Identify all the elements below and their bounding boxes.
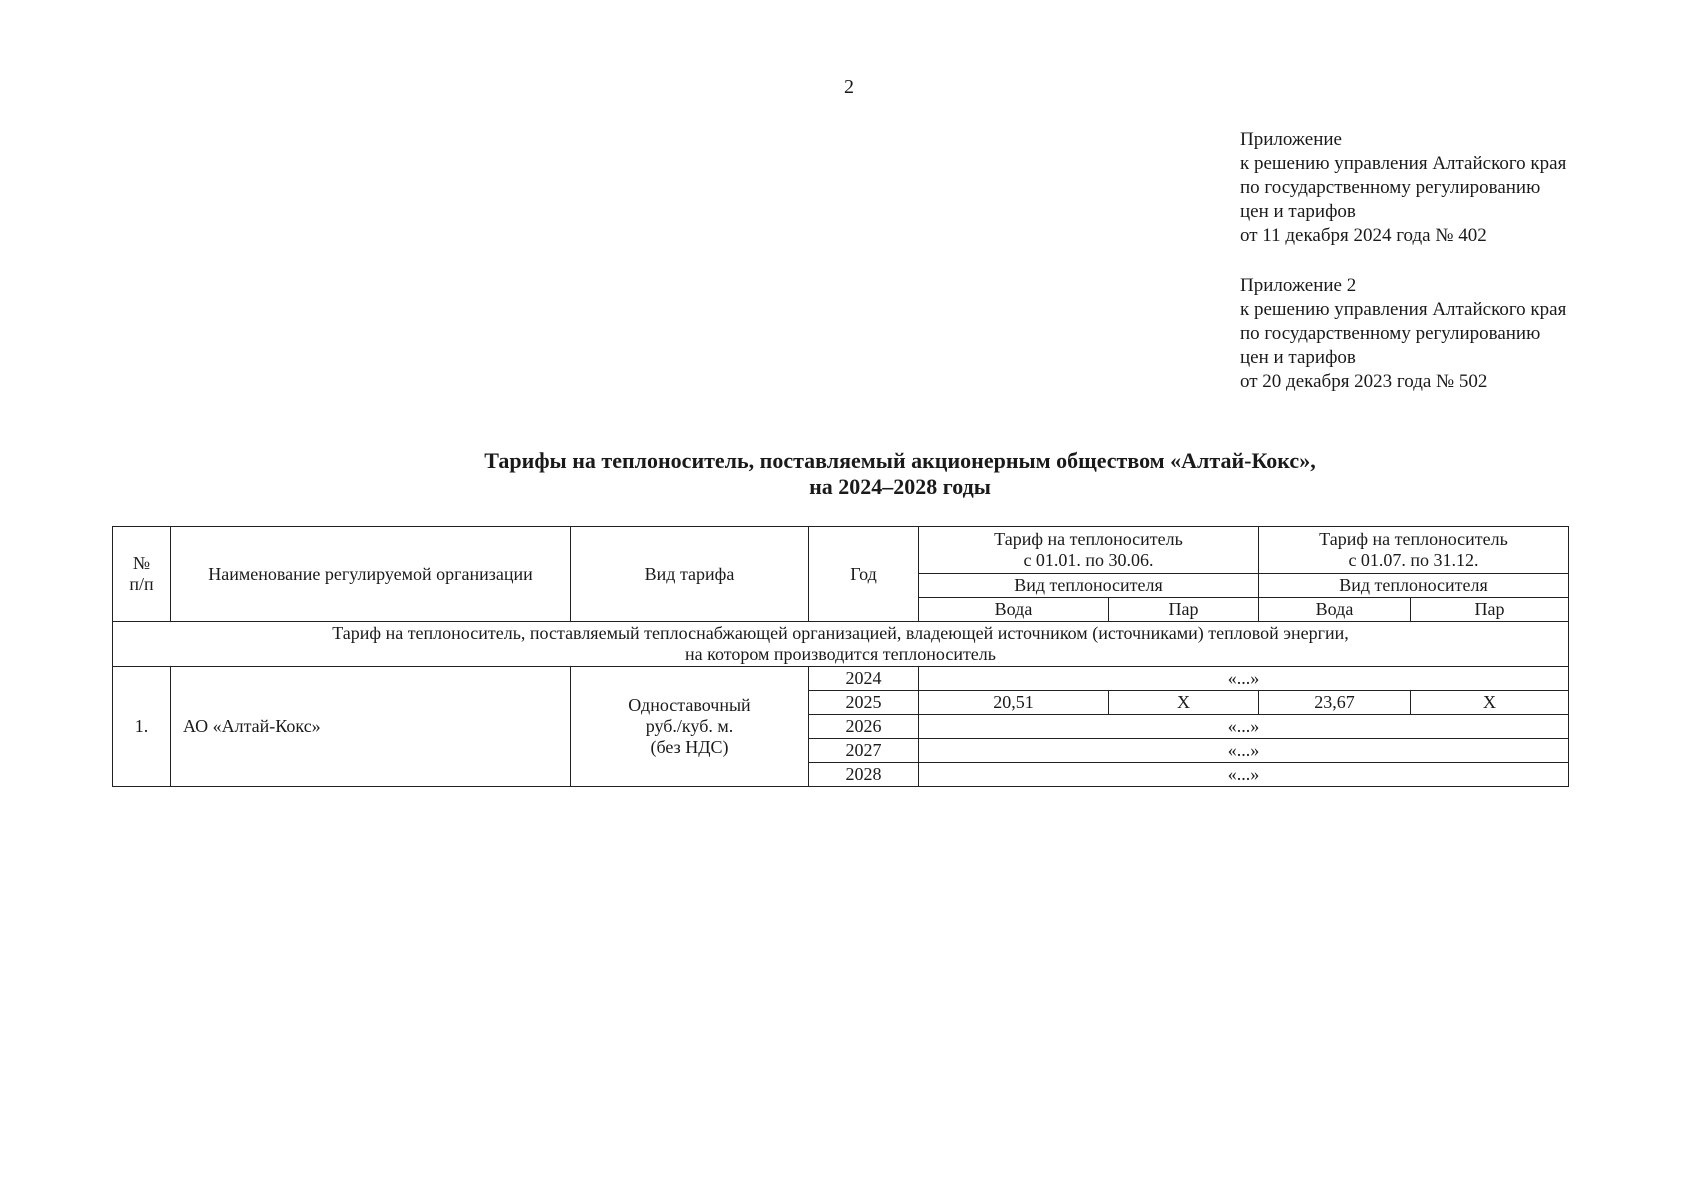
appendix-line: по государственному регулированию xyxy=(1240,177,1541,198)
row-steam-1: X xyxy=(1109,691,1259,715)
header-carrier-type-1: Вид теплоносителя xyxy=(919,574,1259,598)
header-tariff-type: Вид тарифа xyxy=(571,527,809,622)
header-carrier-type-2: Вид теплоносителя xyxy=(1259,574,1569,598)
appendix-original-block xyxy=(1240,274,1680,394)
header-num: № п/п xyxy=(113,527,171,622)
row-num: 1. xyxy=(113,667,171,787)
header-steam-1: Пар xyxy=(1109,598,1259,622)
row-merged-value: «...» xyxy=(919,715,1569,739)
appendix-line: по государственному регулированию xyxy=(1240,323,1541,344)
appendix-line: цен и тарифов xyxy=(1240,201,1356,222)
appendix-line: цен и тарифов xyxy=(1240,347,1356,368)
row-year: 2026 xyxy=(809,715,919,739)
document-title xyxy=(300,448,1500,500)
row-merged-value: «...» xyxy=(919,667,1569,691)
header-period-1: Тариф на теплоноситель с 01.01. по 30.06. xyxy=(919,527,1259,574)
header-org-name: Наименование регулируемой организации xyxy=(171,527,571,622)
row-year: 2028 xyxy=(809,763,919,787)
section-row xyxy=(113,622,1569,667)
header-steam-2: Пар xyxy=(1411,598,1569,622)
appendix-line: от 11 декабря 2024 года № 402 xyxy=(1240,225,1487,246)
row-water-1: 20,51 xyxy=(919,691,1109,715)
row-steam-2: X xyxy=(1411,691,1569,715)
appendix-line: Приложение xyxy=(1240,129,1342,150)
title-line: на 2024–2028 годы xyxy=(809,474,991,499)
appendix-line: к решению управления Алтайского края xyxy=(1240,299,1567,320)
appendix-current-block xyxy=(1240,128,1680,248)
row-water-2: 23,67 xyxy=(1259,691,1411,715)
table-row xyxy=(113,667,1569,691)
section-caption: Тариф на теплоноситель, поставляемый теплоснабжающей организацией, владеющей источником (источниками) тепловой энергии, на котором производится теплоноситель xyxy=(113,622,1569,667)
page-number: 2 xyxy=(844,76,854,98)
header-water-1: Вода xyxy=(919,598,1109,622)
row-merged-value: «...» xyxy=(919,739,1569,763)
appendix-line: от 20 декабря 2023 года № 502 xyxy=(1240,371,1488,392)
appendix-line: к решению управления Алтайского края xyxy=(1240,153,1567,174)
tariff-table xyxy=(112,526,1569,787)
header-row xyxy=(113,527,1569,574)
row-merged-value: «...» xyxy=(919,763,1569,787)
header-period-2: Тариф на теплоноситель с 01.07. по 31.12. xyxy=(1259,527,1569,574)
row-year: 2024 xyxy=(809,667,919,691)
title-line: Тарифы на теплоноситель, поставляемый акционерным обществом «Алтай-Кокс», xyxy=(484,448,1316,473)
row-year: 2025 xyxy=(809,691,919,715)
row-year: 2027 xyxy=(809,739,919,763)
header-water-2: Вода xyxy=(1259,598,1411,622)
header-year: Год xyxy=(809,527,919,622)
row-tariff-type: Одноставочный руб./куб. м. (без НДС) xyxy=(571,667,809,787)
appendix-line: Приложение 2 xyxy=(1240,275,1357,296)
row-org-name: АО «Алтай-Кокс» xyxy=(171,667,571,787)
